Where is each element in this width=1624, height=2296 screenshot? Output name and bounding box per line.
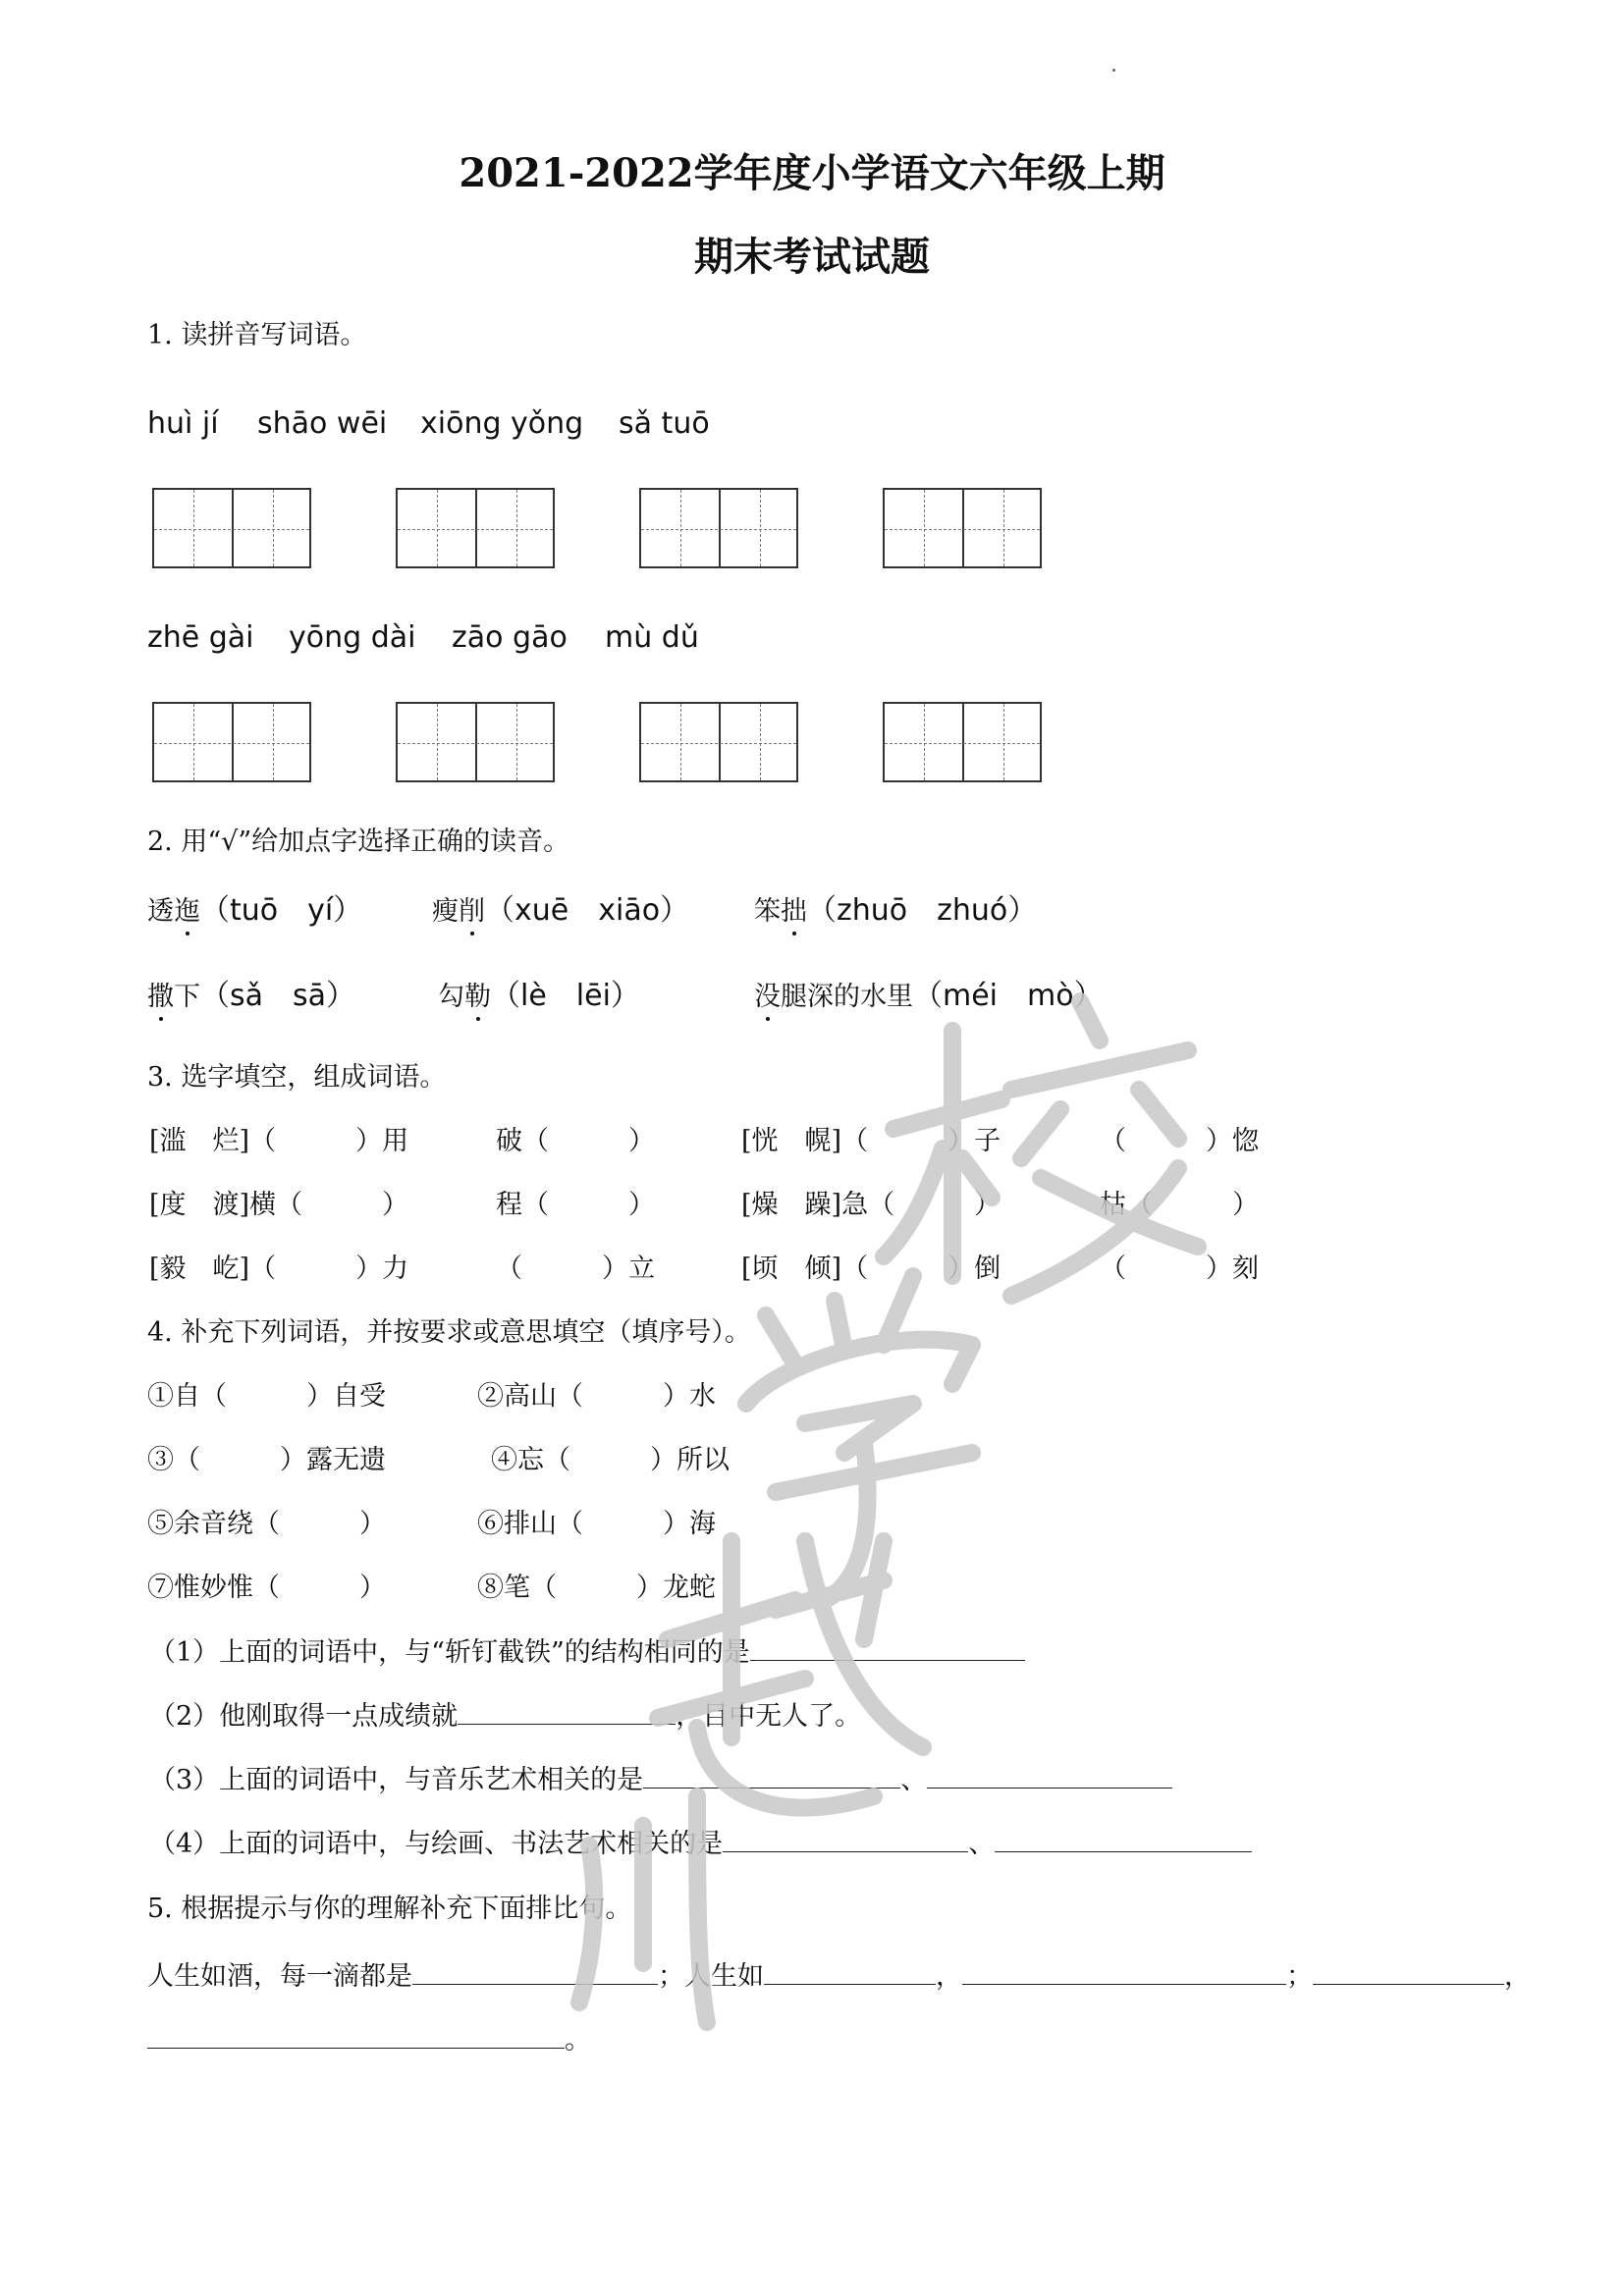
q1-pinyin-3: xiōng yǒng (420, 406, 584, 441)
dotted-char: 没 (754, 978, 781, 1017)
q5-sentence-cont: 。 (147, 2020, 591, 2060)
writing-grid-2[interactable] (396, 488, 555, 568)
answer-blank[interactable] (764, 1956, 936, 1985)
corner-dot (1112, 69, 1115, 72)
q2-item-5[interactable]: 勾勒（lè lēi） (438, 977, 640, 1017)
q3-prompt: 3. 选字填空，组成词语。 (147, 1062, 447, 1093)
q1-pinyin-7: zāo gāo (452, 620, 568, 655)
q2-item-3[interactable]: 笨拙（zhuō zhuó） (754, 891, 1037, 932)
q3-r1-c2[interactable]: 破（ ） (496, 1126, 655, 1156)
answer-blank[interactable] (412, 1956, 658, 1985)
q5-sentence: 人生如酒，每一滴都是 ；人生如 ， ； ， (147, 1956, 1531, 1997)
q1-pinyin-1: huì jí (147, 406, 219, 441)
q3-r1-c1[interactable]: [滥 烂]（ ）用 (149, 1126, 409, 1156)
q4-idiom-7[interactable]: ⑦惟妙惟（ ） (147, 1573, 386, 1603)
answer-blank[interactable] (1313, 1956, 1504, 1985)
q5-prompt: 5. 根据提示与你的理解补充下面排比句。 (147, 1894, 632, 1924)
dotted-char: 撒 (147, 978, 174, 1017)
writing-grid-7[interactable] (639, 702, 798, 782)
exam-title-line1: 2021-2022学年度小学语文六年级上期 (459, 150, 1165, 196)
answer-blank[interactable] (643, 1760, 900, 1789)
q1-pinyin-8: mù dǔ (605, 620, 699, 655)
q2-item-2[interactable]: 瘦削（xuē xiāo） (432, 891, 689, 932)
answer-blank[interactable] (458, 1696, 676, 1725)
q2-item-6[interactable]: 没腿深的水里（méi mò） (754, 977, 1104, 1017)
q4-sub1: （1）上面的词语中，与“斩钉截铁”的结构相同的是 (149, 1632, 1025, 1673)
dotted-char: 削 (459, 892, 485, 932)
writing-grid-1[interactable] (152, 488, 311, 568)
q4-sub2: （2）他刚取得一点成绩就 ，目中无人了。 (149, 1696, 861, 1736)
answer-blank[interactable] (995, 1824, 1252, 1852)
dotted-char: 勒 (464, 978, 491, 1017)
writing-grid-6[interactable] (396, 702, 555, 782)
answer-blank[interactable] (723, 1824, 968, 1852)
writing-grid-3[interactable] (639, 488, 798, 568)
q3-r1-c3[interactable]: [恍 幌]（ ）子 (741, 1126, 1001, 1156)
q4-prompt: 4. 补充下列词语，并按要求或意思填空（填序号）。 (147, 1317, 751, 1348)
q3-r2-c2[interactable]: 程（ ） (496, 1190, 655, 1220)
writing-grid-5[interactable] (152, 702, 311, 782)
q4-idiom-5[interactable]: ⑤余音绕（ ） (147, 1509, 386, 1539)
q2-prompt: 2. 用“√”给加点字选择正确的读音。 (147, 827, 570, 857)
q4-sub3: （3）上面的词语中，与音乐艺术相关的是 、 (149, 1760, 1172, 1800)
q2-item-1[interactable]: 透迤（tuō yí） (147, 891, 362, 932)
q3-r1-c4[interactable]: （ ）惚 (1100, 1126, 1259, 1156)
answer-blank[interactable] (962, 1956, 1286, 1985)
answer-blank[interactable] (147, 2020, 565, 2049)
q4-sub4: （4）上面的词语中，与绘画、书法艺术相关的是 、 (149, 1824, 1252, 1864)
dotted-char: 迤 (174, 892, 200, 932)
answer-blank[interactable] (750, 1632, 1025, 1661)
q4-idiom-1[interactable]: ①自（ ）自受 (147, 1381, 386, 1412)
q1-pinyin-5: zhē gài (147, 620, 254, 655)
q1-pinyin-2: shāo wēi (257, 406, 388, 441)
writing-grid-8[interactable] (883, 702, 1042, 782)
q4-idiom-6[interactable]: ⑥排山（ ）海 (477, 1509, 716, 1539)
q3-r3-c1[interactable]: [毅 屹]（ ）力 (149, 1254, 409, 1284)
exam-title-line2: 期末考试试题 (694, 234, 930, 280)
q1-pinyin-4: sǎ tuō (619, 406, 710, 441)
q4-idiom-2[interactable]: ②高山（ ）水 (477, 1381, 716, 1412)
q1-pinyin-6: yōng dài (289, 620, 416, 655)
q3-r3-c3[interactable]: [顷 倾]（ ）倒 (741, 1254, 1001, 1284)
dotted-char: 拙 (781, 892, 807, 932)
q3-r2-c1[interactable]: [度 渡]横（ ） (149, 1190, 409, 1220)
q3-r2-c4[interactable]: 枯（ ） (1100, 1190, 1259, 1220)
q4-idiom-3[interactable]: ③（ ）露无遗 (147, 1445, 386, 1475)
q1-prompt: 1. 读拼音写词语。 (147, 320, 367, 350)
q2-item-4[interactable]: 撒下（sǎ sā） (147, 977, 355, 1017)
q4-idiom-8[interactable]: ⑧笔（ ）龙蛇 (477, 1573, 716, 1603)
q3-r3-c4[interactable]: （ ）刻 (1100, 1254, 1259, 1284)
q3-r3-c2[interactable]: （ ）立 (496, 1254, 655, 1284)
q3-r2-c3[interactable]: [燥 躁]急（ ） (741, 1190, 1001, 1220)
writing-grid-4[interactable] (883, 488, 1042, 568)
q4-idiom-4[interactable]: ④忘（ ）所以 (491, 1445, 730, 1475)
answer-blank[interactable] (927, 1760, 1172, 1789)
